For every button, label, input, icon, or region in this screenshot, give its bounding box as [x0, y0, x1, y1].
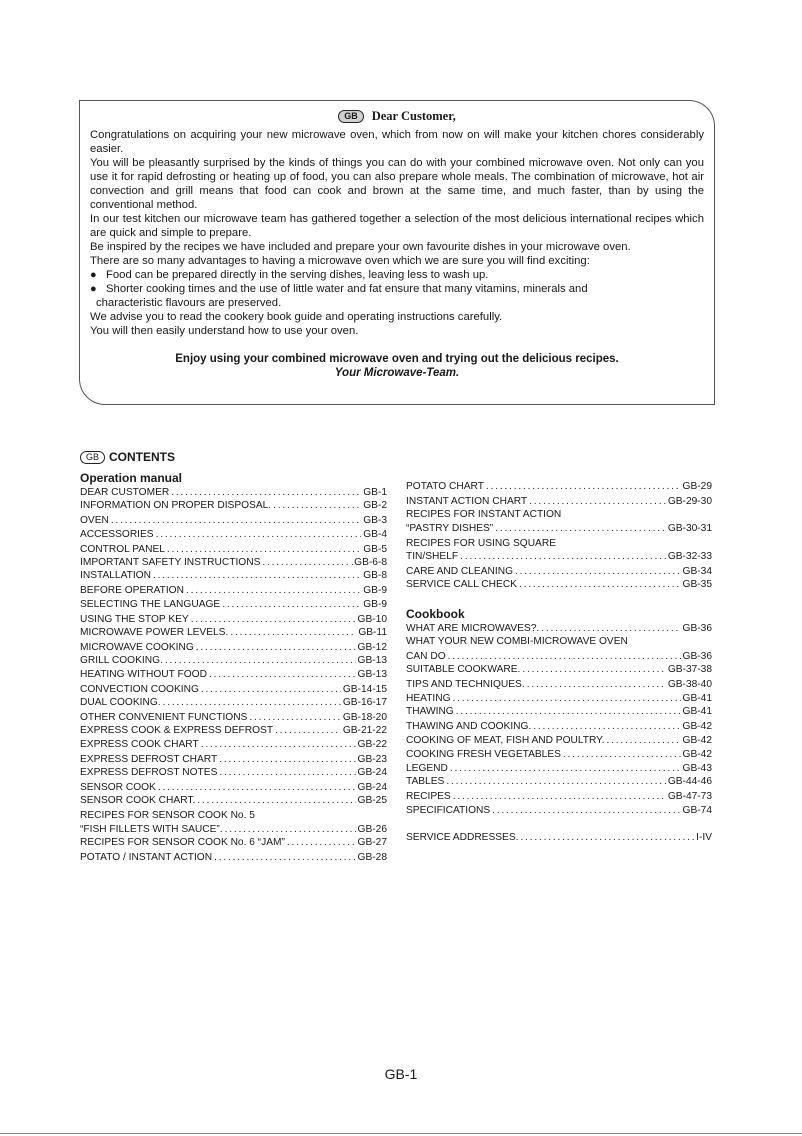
toc-entry-page: GB-42: [682, 721, 712, 733]
toc-entry-title: SELECTING THE LANGUAGE: [80, 598, 221, 610]
toc-entry[interactable]: [80, 654, 387, 667]
intro-paragraph: There are so many advantages to having a microwave oven which we are sure you will find exciting:: [90, 255, 590, 267]
toc-leader-dots: [275, 724, 341, 737]
toc-entry[interactable]: [406, 678, 712, 691]
toc-leader-dots: [515, 565, 681, 578]
toc-entry-page: GB-29-30: [667, 495, 712, 507]
toc-entry[interactable]: [406, 692, 712, 705]
toc-entry[interactable]: [406, 650, 712, 663]
toc-entry-page: GB-41: [682, 706, 712, 718]
toc-entry-page: GB-21-22: [342, 725, 387, 737]
cookbook-heading: Cookbook: [406, 606, 465, 621]
toc-leader-dots: [519, 578, 681, 591]
toc-leader-dots: [201, 738, 356, 751]
toc-entry-title: OTHER CONVENIENT FUNCTIONS: [80, 712, 248, 723]
toc-entry[interactable]: [406, 720, 712, 733]
toc-entry[interactable]: [80, 794, 387, 807]
toc-entry-title: SERVICE CALL CHECK: [406, 579, 517, 591]
toc-leader-dots: [453, 790, 666, 803]
bullet-icon: ●: [90, 283, 97, 295]
toc-entry-page: GB-47-73: [667, 791, 712, 803]
toc-list: [406, 622, 712, 817]
toc-entry-page: GB-36: [682, 622, 712, 634]
toc-entry-page: GB-2: [363, 500, 387, 512]
toc-leader-dots: [197, 794, 355, 807]
toc-entry-page: GB-30-31: [667, 522, 712, 534]
toc-entry[interactable]: [80, 543, 387, 556]
toc-leader-dots: [214, 851, 355, 864]
intro-bullet-continuation: characteristic flavours are preserved.: [96, 297, 282, 309]
toc-entry-title: POTATO / INSTANT ACTION: [80, 852, 213, 864]
toc-entry-title: TIPS AND TECHNIQUES.: [406, 679, 525, 691]
toc-entry-title: SUITABLE COOKWARE.: [406, 664, 521, 676]
toc-entry-title: MICROWAVE POWER LEVELS.: [80, 627, 229, 639]
toc-leader-dots: [111, 514, 361, 527]
toc-entry-page: GB-42: [682, 749, 712, 761]
toc-leader-dots: [520, 831, 694, 844]
toc-entry-label: RECIPES FOR USING SQUARE: [406, 537, 557, 549]
toc-entry[interactable]: [80, 556, 387, 569]
toc-entry-page: GB-5: [363, 543, 387, 555]
intro-closing: [90, 352, 704, 380]
toc-entry-page: GB-41: [682, 692, 712, 704]
toc-leader-dots: [460, 550, 666, 563]
bottom-rule: [0, 1133, 802, 1134]
toc-leader-dots: [456, 705, 681, 718]
toc-leader-dots: [486, 480, 681, 493]
closing-line: Enjoy using your combined microwave oven and trying out the delicious recipes.: [175, 353, 619, 365]
intro-paragraph: Be inspired by the recipes we have included and prepare your own favourite dishes in your microwave oven.: [90, 241, 631, 253]
toc-leader-dots: [167, 543, 361, 556]
toc-leader-dots: [209, 668, 356, 681]
toc-entry-page: GB-25: [357, 795, 387, 807]
toc-entry-page: GB-32-33: [667, 551, 712, 563]
contents-right-column: [406, 480, 712, 844]
toc-entry[interactable]: [80, 851, 387, 864]
gb-language-badge: GB: [338, 110, 364, 123]
toc-leader-dots: [287, 836, 356, 849]
toc-leader-dots: [153, 569, 361, 582]
toc-entry-page: GB-23: [357, 753, 387, 765]
contents-heading: CONTENTS: [109, 450, 176, 464]
toc-entry-title: MICROWAVE COOKING: [80, 641, 194, 653]
toc-entry-page: GB-43: [682, 762, 712, 774]
toc-entry-title: GRILL COOKING.: [80, 655, 163, 667]
toc-entry-page: GB-29: [682, 481, 712, 492]
toc-entry-title: EXPRESS COOK & EXPRESS DEFROST: [80, 725, 274, 737]
toc-list: [406, 480, 712, 592]
toc-entry-title: OVEN: [80, 515, 109, 527]
toc-leader-dots: [163, 696, 341, 709]
toc-entry-page: GB-4: [363, 528, 387, 540]
intro-bullet: [90, 282, 704, 296]
intro-bullet-text: Food can be prepared directly in the serving dishes, leaving less to wash up.: [106, 269, 489, 281]
toc-entry-page: .GB-6-8: [351, 557, 387, 569]
toc-entry-page: GB-13: [357, 655, 387, 667]
closing-signature: Your Microwave-Team.: [334, 367, 460, 379]
toc-entry-title: SERVICE ADDRESSES.: [406, 831, 519, 843]
toc-entry-page: GB-26: [357, 823, 387, 835]
toc-entry-title: SENSOR COOK: [80, 782, 156, 794]
toc-entry[interactable]: [80, 738, 387, 751]
intro-bullet-text: Shorter cooking times and the use of little water and fat ensure that many vitamins, minerals and: [106, 283, 588, 295]
toc-entry[interactable]: [406, 522, 712, 535]
toc-entry-title: INFORMATION ON PROPER DISPOSAL.: [80, 500, 272, 512]
toc-leader-dots: [230, 626, 356, 639]
toc-entry-title: RECIPES FOR SENSOR COOK No. 6 “JAM”: [80, 837, 285, 849]
toc-entry[interactable]: [80, 514, 387, 527]
toc-entry-title: TABLES: [406, 776, 445, 788]
toc-entry[interactable]: [80, 753, 387, 766]
intro-paragraph: We advise you to read the cookery book guide and operating instructions carefully.: [90, 311, 503, 323]
toc-entry-page: GB-3: [363, 515, 387, 527]
toc-leader-dots: [522, 663, 665, 676]
toc-entry-page: GB-14-15: [342, 683, 387, 695]
toc-entry[interactable]: [80, 683, 387, 696]
toc-entry-title: EXPRESS COOK CHART: [80, 738, 199, 750]
gb-language-badge: GB: [80, 451, 105, 464]
toc-entry-title: CAN DO: [406, 651, 446, 663]
toc-entry-title: ACCESSORIES: [80, 528, 154, 540]
contents-title: [80, 450, 175, 464]
toc-entry[interactable]: [406, 734, 712, 747]
toc-entry-page: GB-74: [682, 804, 712, 816]
toc-leader-dots: [222, 598, 361, 611]
toc-leader-dots: [249, 711, 340, 724]
toc-entry-page: GB-28: [357, 852, 387, 864]
toc-entry[interactable]: [80, 711, 387, 724]
toc-entry-page: GB-1: [363, 487, 387, 498]
toc-entry-page: GB-37-38: [667, 664, 712, 676]
intro-heading: [90, 109, 704, 124]
intro-paragraph: You will be pleasantly surprised by the kinds of things you can do with your combined microwave oven. Not only can you use it for rapid defrosting or heating up of food, you can also prepare whole meals. The combination of microwave, hot air convection and grill means that food can cook and brown at the same time, and much faster, than by using the conventional method.: [90, 157, 704, 211]
toc-entry-title: HEATING: [406, 692, 451, 704]
toc-entry-page: GB-27: [357, 837, 387, 849]
toc-entry[interactable]: [80, 668, 387, 681]
page-number: GB-1: [384, 1066, 418, 1082]
toc-entry-title: INSTANT ACTION CHART: [406, 495, 528, 507]
toc-entry-title: HEATING WITHOUT FOOD: [80, 668, 207, 680]
toc-leader-dots: [533, 720, 680, 733]
toc-entry-title: POTATO CHART: [406, 481, 484, 492]
toc-entry-title: THAWING AND COOKING.: [406, 721, 532, 733]
toc-entry[interactable]: [406, 775, 712, 788]
toc-entry-title: THAWING: [406, 706, 454, 718]
toc-leader-dots: [186, 584, 361, 597]
toc-leader-dots: [448, 650, 681, 663]
toc-entry-label: WHAT YOUR NEW COMBI-MICROWAVE OVEN: [406, 636, 628, 648]
toc-entry[interactable]: [80, 528, 387, 541]
toc-leader-dots: [171, 486, 361, 499]
toc-leader-dots: [541, 622, 680, 635]
toc-entry-page: GB-13: [357, 668, 387, 680]
toc-leader-dots: [450, 762, 681, 775]
toc-entry-title: USING THE STOP KEY: [80, 613, 189, 625]
operation-manual-heading: Operation manual: [80, 471, 183, 485]
toc-entry[interactable]: [406, 578, 712, 591]
bullet-icon: ●: [90, 269, 97, 281]
toc-entry-page: GB-36: [682, 651, 712, 663]
toc-leader-dots: [158, 781, 356, 794]
toc-entry-title: COOKING OF MEAT, FISH AND POULTRY.: [406, 734, 605, 746]
toc-leader-dots: [453, 692, 681, 705]
toc-leader-dots: [529, 495, 666, 508]
toc-leader-dots: [219, 766, 355, 779]
toc-entry-page: GB-11: [358, 627, 387, 639]
toc-entry-page: GB-22: [357, 738, 387, 750]
toc-entry-page: GB-42: [682, 734, 712, 746]
toc-entry-title: DEAR CUSTOMER: [80, 487, 170, 498]
toc-leader-dots: [492, 804, 680, 817]
toc-leader-dots: [273, 499, 361, 512]
toc-entry-title: BEFORE OPERATION: [80, 585, 184, 597]
toc-entry-title: CARE AND CLEANING: [406, 565, 513, 577]
toc-entry[interactable]: [406, 480, 712, 493]
toc-entry[interactable]: [406, 565, 712, 578]
toc-entry[interactable]: [80, 569, 387, 582]
toc-entry[interactable]: [80, 613, 387, 626]
toc-entry-title: INSTALLATION: [80, 570, 151, 582]
toc-entry[interactable]: [80, 724, 387, 737]
toc-entry[interactable]: [406, 748, 712, 761]
toc-entry-title: “FISH FILLETS WITH SAUCE”.: [80, 823, 223, 835]
toc-entry[interactable]: [80, 696, 387, 709]
toc-leader-dots: [495, 522, 666, 535]
toc-entry-title: COOKING FRESH VEGETABLES: [406, 749, 561, 761]
toc-entry[interactable]: [80, 766, 387, 779]
toc-leader-dots: [165, 654, 356, 667]
toc-entry-page: GB-24: [357, 782, 387, 794]
toc-entry[interactable]: [80, 641, 387, 654]
toc-entry-page: GB-34: [682, 565, 712, 577]
toc-entry[interactable]: [406, 663, 712, 676]
toc-entry-label: RECIPES FOR SENSOR COOK No. 5: [80, 810, 255, 822]
toc-entry-title: TIN/SHELF: [406, 551, 459, 563]
toc-entry-title: RECIPES: [406, 791, 451, 803]
intro-paragraph: You will then easily understand how to use your oven.: [90, 325, 359, 337]
toc-entry-page: GB-44-46: [667, 776, 712, 788]
intro-paragraph: In our test kitchen our microwave team has gathered together a selection of the most delicious international recipes which are quick and simple to prepare.: [90, 213, 704, 239]
toc-entry-page: I-IV: [696, 831, 712, 843]
toc-entry[interactable]: [80, 823, 387, 836]
toc-entry-title: CONVECTION COOKING: [80, 683, 199, 695]
toc-entry-label: RECIPES FOR INSTANT ACTION: [406, 509, 562, 521]
toc-entry-title: EXPRESS DEFROST NOTES: [80, 767, 218, 779]
toc-entry[interactable]: [406, 495, 712, 508]
toc-entry-service-addresses[interactable]: [406, 831, 712, 844]
toc-entry-page: GB-35: [682, 579, 712, 591]
toc-entry-page: GB-10: [357, 613, 387, 625]
toc-entry-title: CONTROL PANEL: [80, 543, 165, 555]
toc-entry-title: LEGEND: [406, 762, 448, 774]
toc-entry[interactable]: [80, 626, 387, 639]
toc-entry-page: GB-24: [357, 767, 387, 779]
toc-entry[interactable]: [406, 762, 712, 775]
toc-leader-dots: [607, 734, 681, 747]
toc-leader-dots: [196, 641, 356, 654]
intro-letter-box: [79, 100, 715, 405]
toc-entry[interactable]: [80, 499, 387, 512]
intro-paragraph: Congratulations on acquiring your new microwave oven, which from now on will make your kitchen chores considerably easier.: [90, 129, 704, 155]
toc-leader-dots: [225, 823, 356, 836]
toc-entry-page: GB-38-40: [667, 679, 712, 691]
toc-entry[interactable]: [80, 836, 387, 849]
toc-entry-title: WHAT ARE MICROWAVES?.: [406, 622, 540, 634]
toc-leader-dots: [191, 613, 356, 626]
contents-left-column: [80, 470, 387, 864]
toc-entry-title: DUAL COOKING.: [80, 697, 161, 709]
toc-entry-page: GB-16-17: [342, 697, 387, 709]
toc-entry-page: GB-9: [363, 598, 387, 610]
toc-entry[interactable]: [406, 622, 712, 635]
toc-entry-title: SPECIFICATIONS: [406, 804, 491, 816]
toc-entry-page: GB-9: [363, 585, 387, 597]
toc-leader-dots: [201, 683, 341, 696]
toc-entry[interactable]: [80, 598, 387, 611]
toc-entry-title: EXPRESS DEFROST CHART: [80, 753, 218, 765]
toc-entry[interactable]: [406, 804, 712, 817]
toc-leader-dots: [563, 748, 681, 761]
toc-entry-title: IMPORTANT SAFETY INSTRUCTIONS: [80, 557, 261, 569]
toc-list: [80, 486, 387, 864]
toc-entry[interactable]: [406, 705, 712, 718]
toc-entry-page: GB-18-20: [342, 712, 387, 723]
toc-leader-dots: [527, 678, 666, 691]
toc-leader-dots: [446, 775, 666, 788]
toc-leader-dots: [219, 753, 355, 766]
toc-entry[interactable]: [406, 790, 712, 803]
toc-entry[interactable]: [80, 486, 387, 499]
toc-entry[interactable]: [80, 781, 387, 794]
toc-leader-dots: [156, 528, 362, 541]
toc-entry-title: “PASTRY DISHES”: [406, 522, 494, 534]
intro-greeting: Dear Customer,: [371, 109, 456, 123]
toc-leader-dots: [262, 556, 349, 569]
toc-entry-title: SENSOR COOK CHART.: [80, 795, 196, 807]
intro-bullet: [90, 268, 704, 282]
toc-entry-page: GB-8: [363, 570, 387, 582]
toc-entry-page: GB-12: [357, 641, 387, 653]
toc-entry[interactable]: [406, 550, 712, 563]
toc-entry[interactable]: [80, 584, 387, 597]
